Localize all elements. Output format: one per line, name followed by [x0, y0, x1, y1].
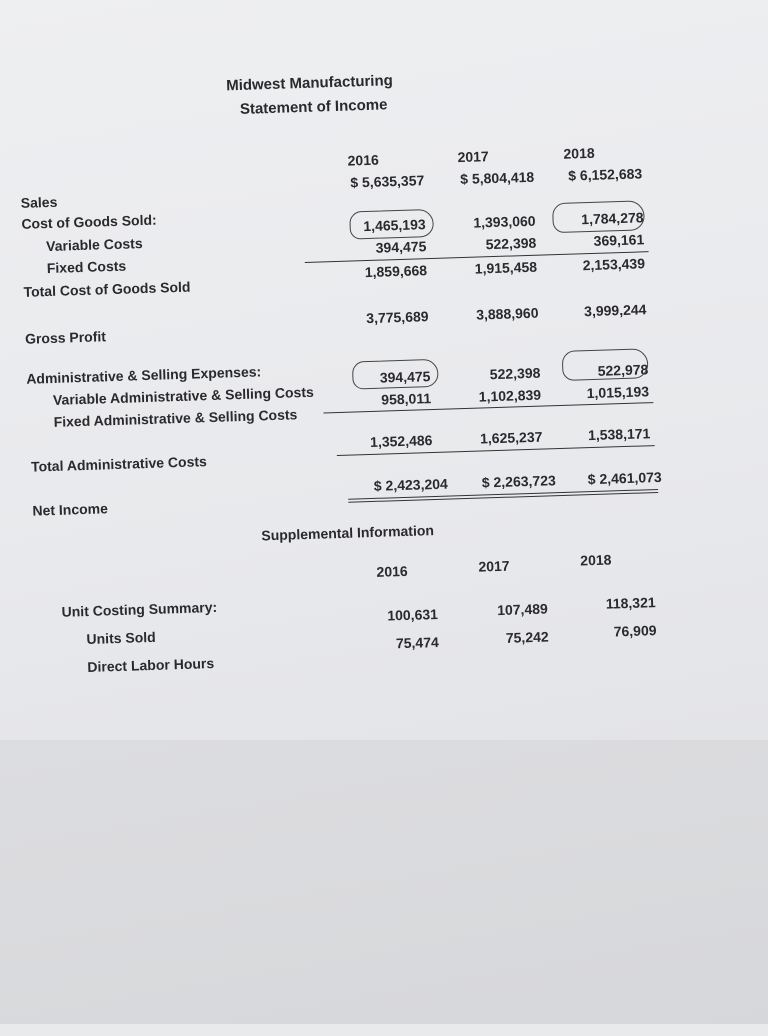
fixed-costs-2016: 394,475 [375, 238, 427, 256]
year-header-2017: 2017 [457, 148, 489, 166]
fixed-costs-label: Fixed Costs [46, 257, 127, 277]
supplemental-title: Supplemental Information [261, 522, 435, 544]
dlh-2018: 76,909 [613, 622, 657, 640]
fixed-admin-2018: 1,015,193 [586, 383, 650, 402]
total-admin-2017: 1,625,237 [479, 428, 543, 447]
hand-circle-variable-2018 [552, 200, 645, 233]
total-admin-2018: 1,538,171 [587, 425, 651, 444]
variable-admin-2017: 522,398 [489, 364, 541, 383]
company-title: Midwest Manufacturing [225, 72, 394, 95]
total-admin-2016: 1,352,486 [369, 432, 433, 451]
total-cogs-label: Total Cost of Goods Sold [23, 278, 191, 300]
statement-title: Statement of Income [239, 96, 388, 118]
sales-2016: $ 5,635,357 [350, 172, 425, 191]
units-sold-2018: 118,321 [605, 594, 656, 612]
admin-header: Administrative & Selling Expenses: [26, 363, 262, 387]
year-header-2016: 2016 [347, 151, 379, 169]
variable-costs-2017: 1,393,060 [473, 212, 536, 231]
variable-costs-2016: 1,465,193 [363, 216, 426, 235]
supp-year-2018: 2018 [580, 551, 612, 569]
hand-circle-variable-2016 [349, 209, 434, 240]
net-income-label: Net Income [32, 500, 109, 519]
fixed-costs-2017: 522,398 [485, 234, 537, 253]
supp-year-2017: 2017 [478, 557, 510, 575]
units-sold-label: Units Sold [86, 628, 156, 648]
total-cogs-2018: 2,153,439 [582, 255, 646, 274]
fixed-admin-2016: 958,011 [381, 390, 432, 408]
net-income-2017: $ 2,263,723 [481, 472, 556, 491]
variable-costs-2018: 1,784,278 [581, 209, 644, 228]
gross-profit-label: Gross Profit [24, 328, 107, 347]
units-sold-2016: 100,631 [387, 605, 439, 624]
variable-admin-2016: 394,475 [379, 368, 431, 386]
variable-admin-label: Variable Administrative & Selling Costs [52, 383, 314, 408]
total-cogs-2017: 1,915,458 [474, 258, 538, 277]
hand-circle-admin-2018 [562, 348, 649, 381]
cogs-header: Cost of Goods Sold: [21, 211, 157, 232]
gross-profit-2018: 3,999,244 [583, 301, 647, 320]
total-admin-label: Total Administrative Costs [30, 453, 208, 475]
variable-admin-2018: 522,978 [597, 361, 649, 379]
sales-label: Sales [20, 193, 58, 211]
fixed-admin-label: Fixed Administrative & Selling Costs [53, 406, 298, 430]
unit-costing-label: Unit Costing Summary: [61, 598, 218, 620]
direct-labor-hours-label: Direct Labor Hours [87, 655, 215, 675]
fixed-admin-2017: 1,102,839 [478, 386, 542, 405]
supp-year-2016: 2016 [376, 562, 408, 580]
hand-circle-admin-2016 [352, 359, 439, 390]
gross-profit-2017: 3,888,960 [475, 304, 539, 323]
gross-profit-2016: 3,775,689 [366, 308, 429, 327]
dlh-2017: 75,242 [505, 628, 549, 646]
fixed-costs-2018: 369,161 [593, 231, 645, 249]
net-income-2018: $ 2,461,073 [587, 468, 662, 488]
year-header-2018: 2018 [563, 144, 595, 162]
variable-costs-label: Variable Costs [45, 235, 143, 255]
sales-2017: $ 5,804,418 [460, 168, 535, 188]
total-cogs-2016: 1,859,668 [364, 262, 428, 281]
units-sold-2017: 107,489 [496, 600, 549, 619]
sales-2018: $ 6,152,683 [567, 165, 643, 184]
net-income-2016: $ 2,423,204 [373, 475, 449, 494]
dlh-2016: 75,474 [395, 633, 440, 652]
